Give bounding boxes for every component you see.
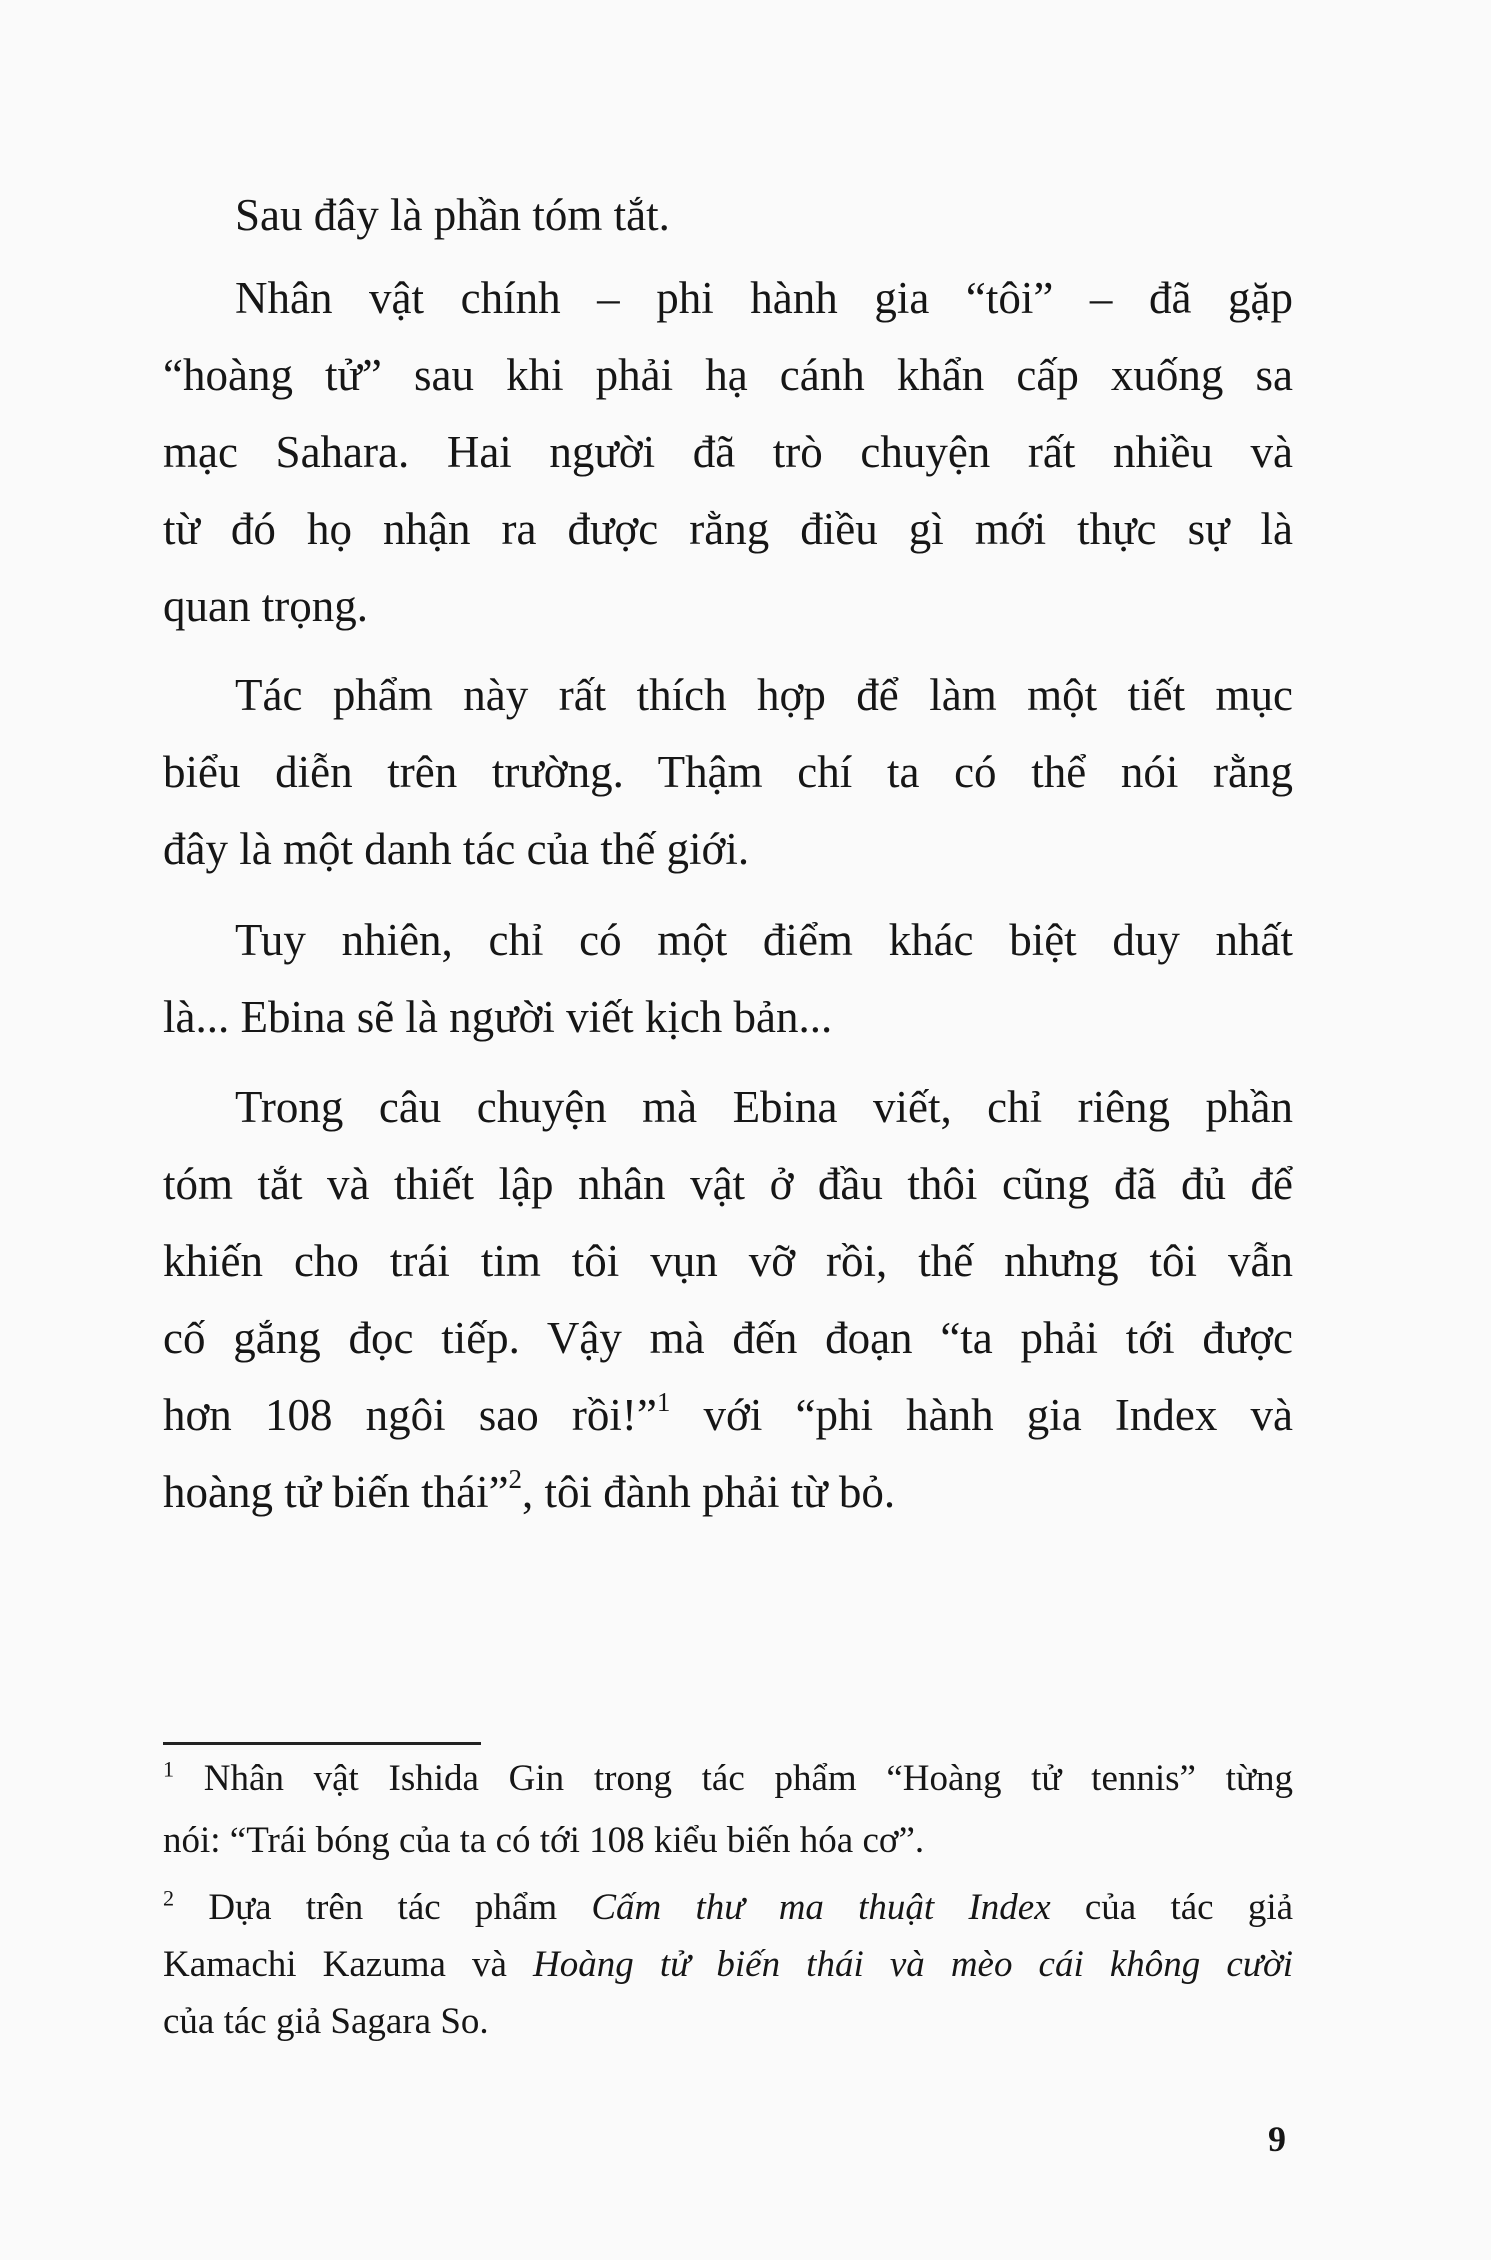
paragraph-plot <box>163 260 1293 645</box>
text-line <box>163 1879 1293 1936</box>
paragraph-masterpiece <box>163 657 1293 888</box>
text-line: quan trọng. <box>163 581 368 631</box>
text-line: Tuy nhiên, chỉ có một điểm khác biệt duy nhất <box>235 915 1293 965</box>
text-line: từ đó họ nhận ra được rằng điều gì mới thực sự là <box>163 504 1293 554</box>
text-line <box>163 1454 1293 1531</box>
text-segment: Nhân vật Ishida Gin trong tác phẩm “Hoàng tử tennis” từng <box>203 1758 1294 1799</box>
text-segment: Dựa trên tác phẩm <box>208 1887 592 1928</box>
text-line <box>163 1936 1293 1993</box>
book-title: Hoàng tử biến thái và mèo cái không cười <box>533 1944 1293 1985</box>
footnote-divider <box>163 1742 481 1745</box>
text-segment: Kamachi Kazuma và <box>163 1944 534 1985</box>
text-segment: hoàng tử biến thái” <box>163 1467 509 1517</box>
text-line: tóm tắt và thiết lập nhân vật ở đầu thôi cũng đã đủ để <box>163 1159 1293 1209</box>
footnote-2 <box>163 1879 1293 2050</box>
text-segment: của tác giả <box>1050 1887 1294 1928</box>
text-segment: , tôi đành phải từ bỏ. <box>522 1467 896 1517</box>
text-line: mạc Sahara. Hai người đã trò chuyện rất nhiều và <box>163 427 1293 477</box>
footnote-ref-2: 2 <box>508 1464 523 1495</box>
text-segment: hơn 108 ngôi sao rồi!” <box>163 1390 657 1440</box>
footnote-mark: 1 <box>163 1756 175 1782</box>
text-segment: với “phi hành gia Index và <box>670 1390 1293 1440</box>
text-line: đây là một danh tác của thế giới. <box>163 824 750 874</box>
text-line: Trong câu chuyện mà Ebina viết, chỉ riêng phần <box>235 1082 1293 1132</box>
text-line: cố gắng đọc tiếp. Vậy mà đến đoạn “ta phải tới được <box>163 1313 1293 1363</box>
footnote-1 <box>163 1748 1293 1872</box>
footnote-mark: 2 <box>163 1885 175 1911</box>
text-line: khiến cho trái tim tôi vụn vỡ rồi, thế nhưng tôi vẫn <box>163 1236 1293 1286</box>
text-line: Nhân vật chính – phi hành gia “tôi” – đã gặp <box>235 273 1293 323</box>
text-line: “hoàng tử” sau khi phải hạ cánh khẩn cấp xuống sa <box>163 350 1293 400</box>
text-line: biểu diễn trên trường. Thậm chí ta có thể nói rằng <box>163 747 1293 797</box>
text-line: là... Ebina sẽ là người viết kịch bản... <box>163 992 833 1042</box>
paragraph-ebina-script <box>163 1069 1293 1531</box>
text-line <box>163 1377 1293 1454</box>
book-title: Cấm thư ma thuật Index <box>591 1887 1051 1928</box>
paragraph-difference <box>163 902 1293 1056</box>
page-number: 9 <box>1268 2119 1286 2159</box>
text-line: nói: “Trái bóng của ta có tới 108 kiểu biến hóa cơ”. <box>163 1820 925 1861</box>
text-line: Sau đây là phần tóm tắt. <box>235 190 670 240</box>
text-line: của tác giả Sagara So. <box>163 2001 489 2042</box>
paragraph-summary-intro <box>163 177 1293 254</box>
text-line: Tác phẩm này rất thích hợp để làm một tiết mục <box>235 670 1293 720</box>
text-line <box>163 1748 1293 1810</box>
footnote-ref-1: 1 <box>656 1387 671 1418</box>
